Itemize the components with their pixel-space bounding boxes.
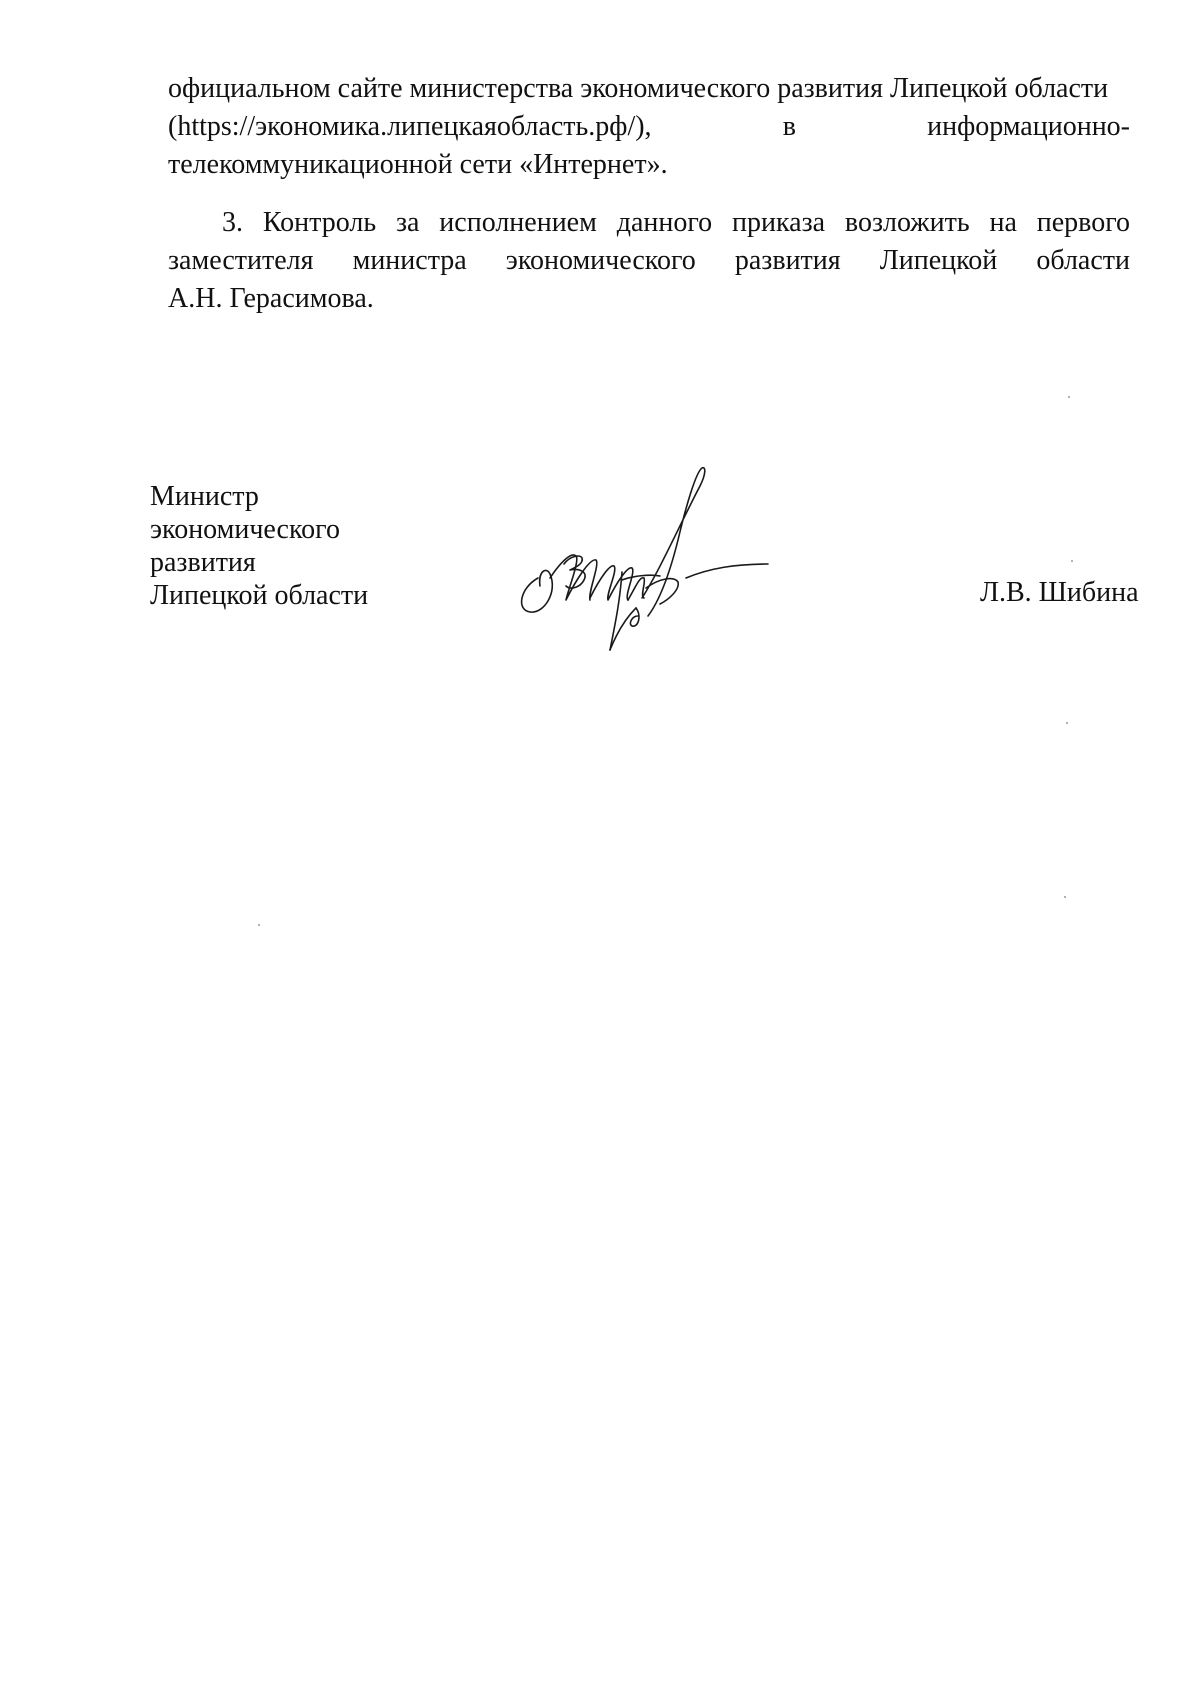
signatory-title-line-1: Министр (150, 481, 259, 512)
handwritten-signature (510, 460, 800, 660)
signatory-title-line-2: экономического (150, 514, 340, 545)
paragraph-2-line-1: 3. Контроль за исполнением данного приказа возложить на первого (222, 207, 1130, 238)
paragraph-1-url: (https://экономика.липецкаяобласть.рф/), (168, 111, 652, 142)
paragraph-publication (168, 70, 1130, 184)
paragraph-1-line-3: телекоммуникационной сети «Интернет». (168, 149, 668, 180)
signer-name: Л.В. Шибина (980, 577, 1139, 608)
scan-speck (1071, 560, 1073, 562)
scan-speck (1064, 896, 1066, 898)
paragraph-1-line-2 (168, 108, 1130, 146)
paragraph-1-word-info: информационно- (927, 111, 1130, 142)
paragraph-2-line-3: А.Н. Герасимова. (168, 283, 374, 314)
paragraph-2-line-2: заместителя министра экономического развития Липецкой области (168, 245, 1130, 276)
signatory-title-line-4: Липецкой области (150, 580, 369, 611)
paragraph-1-word-v: в (782, 111, 796, 142)
paragraph-1-line-1: официальном сайте министерства экономического развития Липецкой области (168, 73, 1109, 104)
scan-speck (258, 924, 260, 926)
signatory-title (150, 480, 368, 612)
signatory-title-line-3: развития (150, 547, 256, 578)
paragraph-control-clause (168, 204, 1130, 318)
scan-speck (1066, 722, 1068, 724)
scan-speck (1068, 396, 1070, 398)
